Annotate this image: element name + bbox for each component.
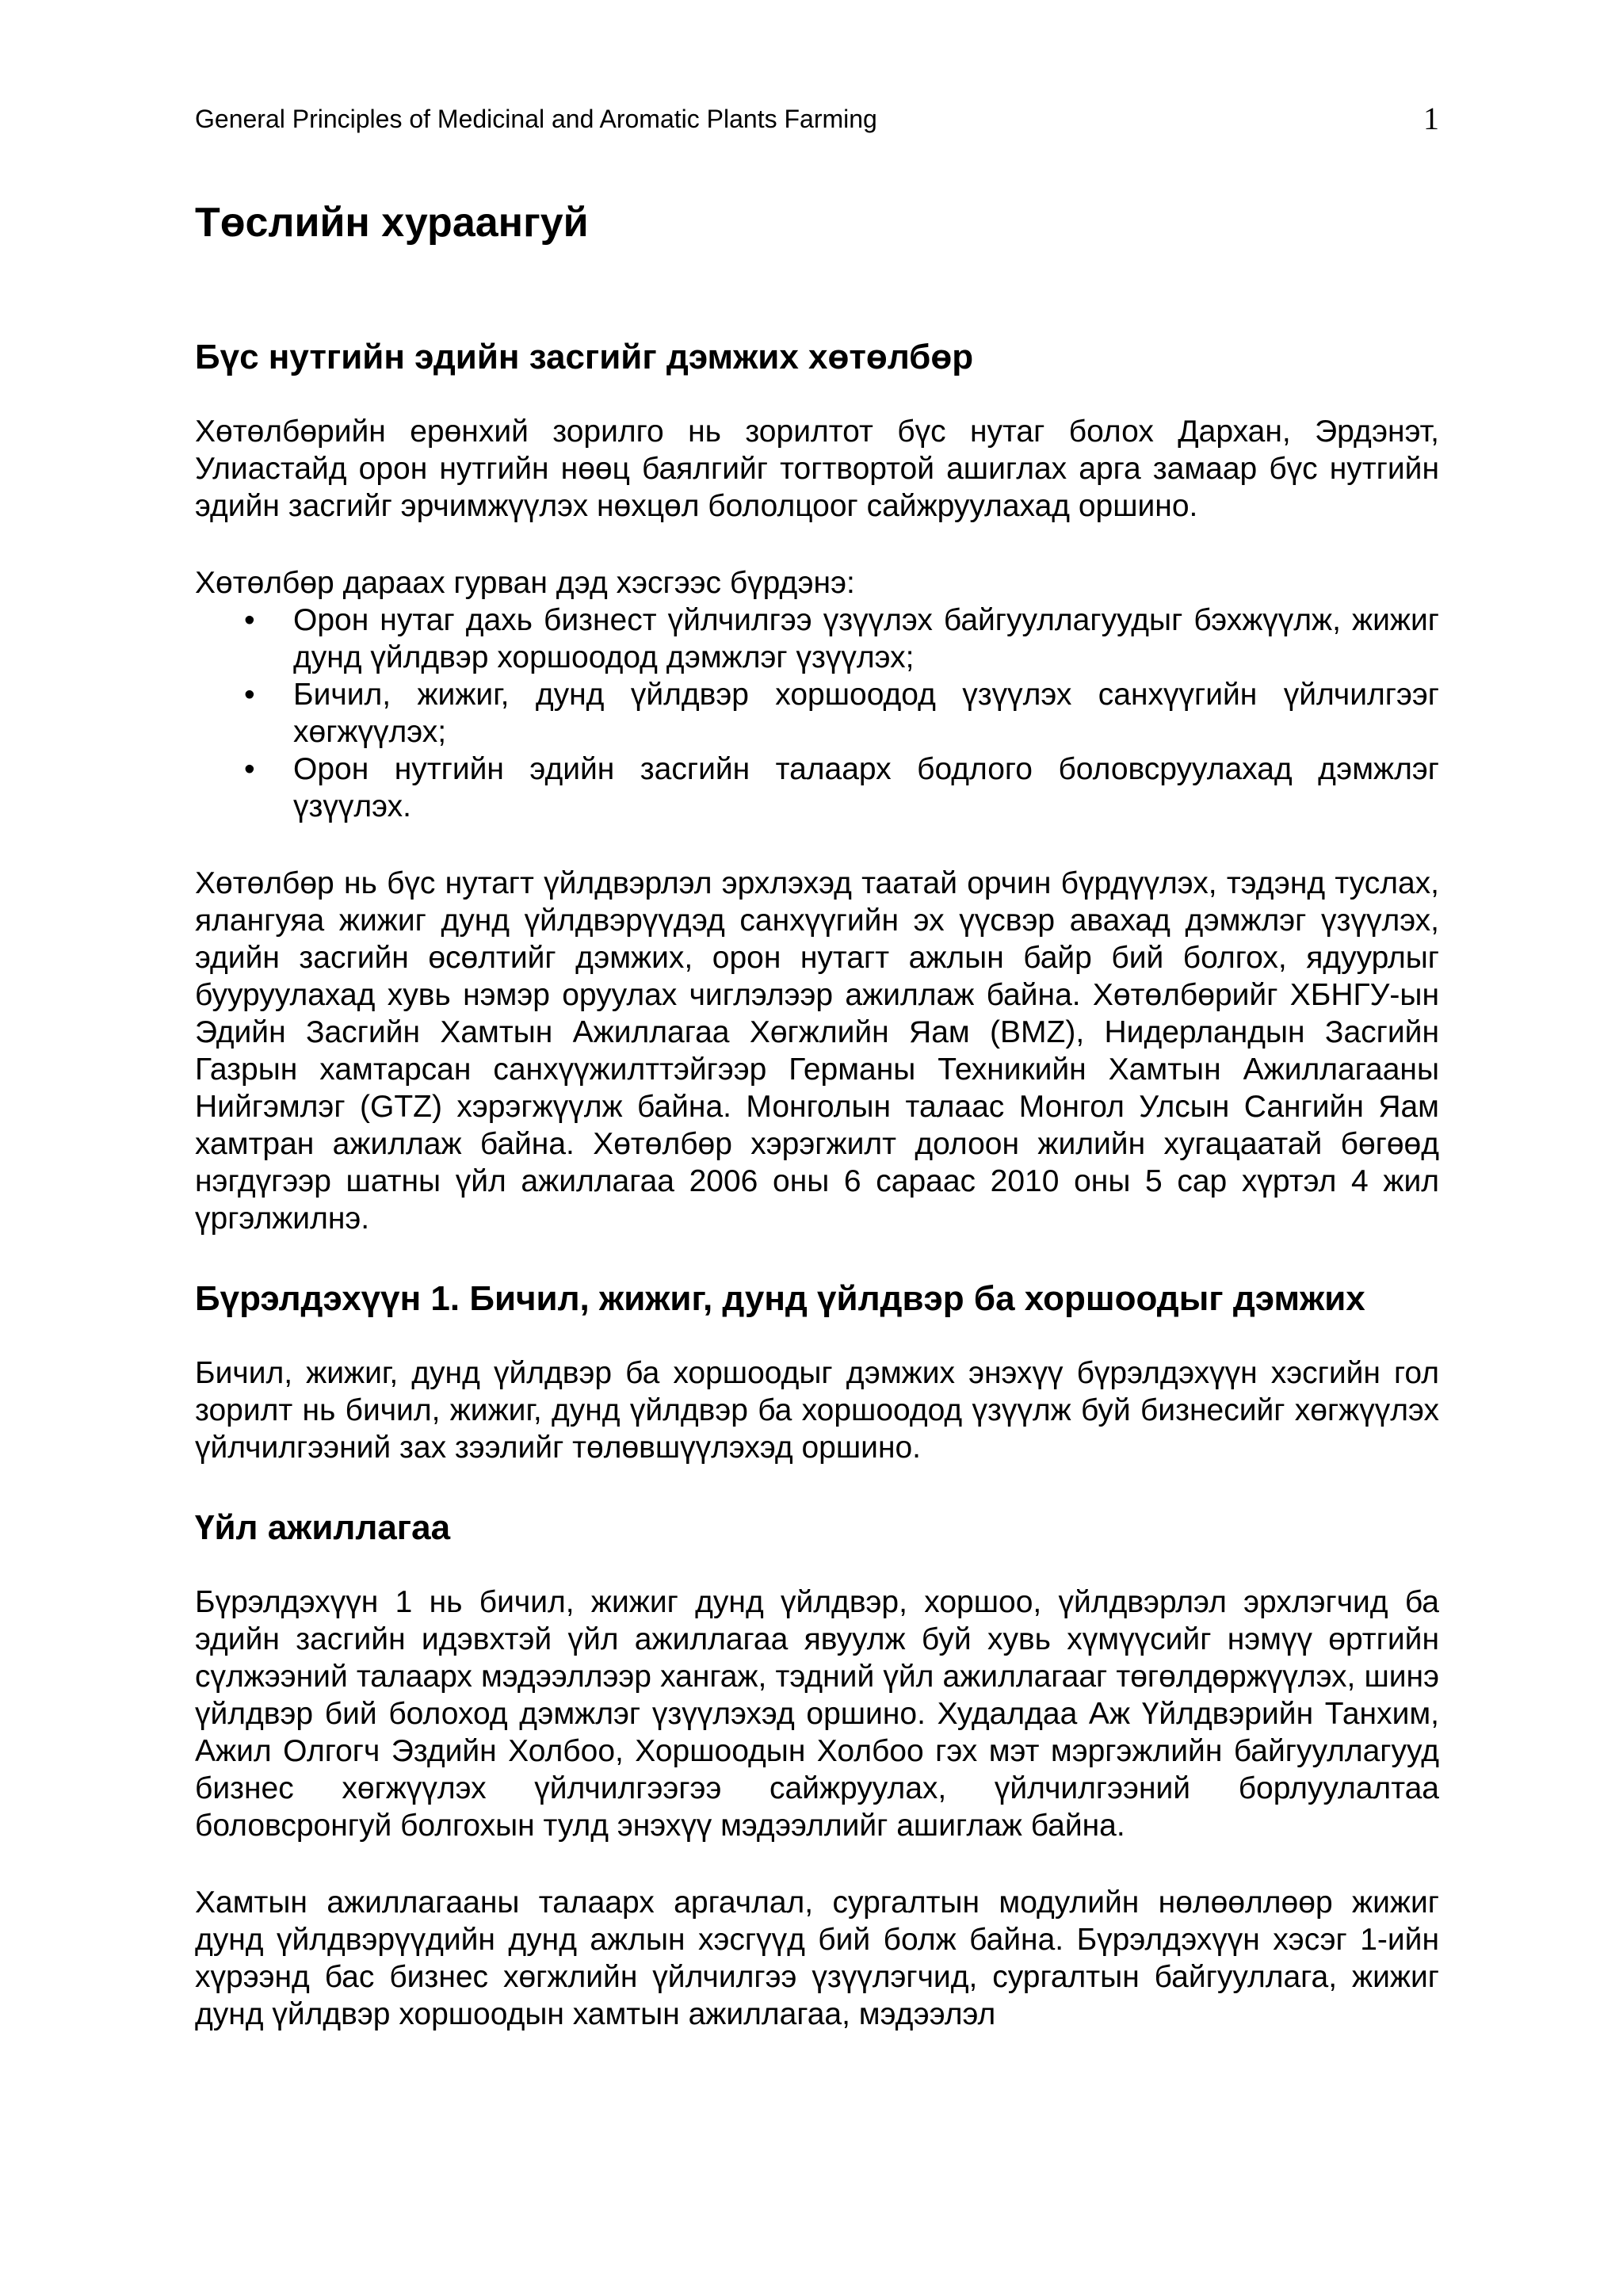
list-item-text: Бичил, жижиг, дунд үйлдвэр хоршоодод үзүүлэх санхүүгийн үйлчилгээг хөгжүүлэх;	[293, 678, 1439, 749]
header-title: General Principles of Medicinal and Aromatic Plants Farming	[195, 105, 877, 133]
component1-heading: Бүрэлдэхүүн 1. Бичил, жижиг, дунд үйлдвэр ба хоршоодыг дэмжих	[195, 1279, 1365, 1318]
list-item	[195, 602, 1439, 676]
page-title: Төслийн хураангуй	[195, 200, 589, 246]
list-item-text: Орон нутаг дахь бизнест үйлчилгээ үзүүлэх байгууллагуудыг бэхжүүлж, жижиг дунд үйлдвэр хоршоодод дэмжлэг үзүүлэх;	[293, 603, 1439, 674]
activities-heading: Үйл ажиллагаа	[195, 1508, 451, 1547]
activities-paragraph-1: Бүрэлдэхүүн 1 нь бичил, жижиг дунд үйлдвэр, хоршоо, үйлдвэрлэл эрхлэгчид ба эдийн засгийн идэвхтэй үйл ажиллагаа явуулж буй хувь хүмүүсийг нэмүү өртгийн сүлжээний талаарх мэдээллээр хангаж, тэдний үйл ажиллагааг төгөлдөржүүлэх, шинэ үйлдвэр бий болоход дэмжлэг үзүүлэхэд оршино. Худалдаа Аж Үйлдвэрийн Танхим, Ажил Олгогч Эздийн Холбоо, Хоршоодын Холбоо гэх мэт мэргэжлийн байгууллагууд бизнес хөгжүүлэх үйлчилгээгээ сайжруулах, үйлчилгээний борлуулалтаа боловсронгуй болгохын тулд энэхүү мэдээллийг ашиглаж байна.	[195, 1585, 1439, 1843]
components-list	[195, 602, 1439, 825]
component1-paragraph: Бичил, жижиг, дунд үйлдвэр ба хоршоодыг дэмжих энэхүү бүрэлдэхүүн хэсгийн гол зорилт нь бичил, жижиг, дунд үйлдвэр ба хоршоодод үзүүлж буй бизнесийг хөгжүүлэх үйлчилгээний зах зээлийг төлөвшүүлэхэд оршино.	[195, 1356, 1439, 1465]
document-body	[195, 195, 1439, 2073]
bullet-icon: •	[244, 752, 255, 786]
bullet-icon: •	[244, 678, 255, 712]
program-heading: Бүс нутгийн эдийн засгийг дэмжих хөтөлбөр	[195, 338, 974, 376]
list-item	[195, 676, 1439, 751]
running-header	[195, 101, 1439, 138]
list-item	[195, 751, 1439, 825]
program-support-paragraph: Хөтөлбөр нь бүс нутагт үйлдвэрлэл эрхлэхэд таатай орчин бүрдүүлэх, тэдэнд туслах, ялангуяа жижиг дунд үйлдвэрүүдэд санхүүгийн эх үүсвэр авахад дэмжлэг үзүүлэх, эдийн засгийн өсөлтийг дэмжих, орон нутагт ажлын байр бий болгох, ядуурлыг бууруулахад хувь нэмэр оруулах чиглэлээр ажиллаж байна. Хөтөлбөрийг ХБНГУ-ын Эдийн Засгийн Хамтын Ажиллагаа Хөгжлийн Яам (BMZ), Нидерландын Засгийн Газрын хамтарсан санхүүжилттэйгээр Германы Техникийн Хамтын Ажиллагааны Нийгэмлэг (GTZ) хэрэгжүүлж байна. Монголын талаас Монгол Улсын Сангийн Яам хамтран ажиллаж байна. Хөтөлбөр хэрэгжилт долоон жилийн хугацаатай бөгөөд нэгдүгээр шатны үйл ажиллагаа 2006 оны 6 сараас 2010 оны 5 сар хүртэл 4 жил үргэлжилнэ.	[195, 866, 1439, 1236]
list-item-text: Орон нутгийн эдийн засгийн талаарх бодлого боловсруулахад дэмжлэг үзүүлэх.	[293, 752, 1439, 823]
page-number: 1	[1423, 101, 1439, 136]
bullet-icon: •	[244, 603, 255, 637]
program-goal-paragraph: Хөтөлбөрийн ерөнхий зорилго нь зорилтот бүс нутаг болох Дархан, Эрдэнэт, Улиастайд орон нутгийн нөөц баялгийг тогтвортой ашиглах арга замаар бүс нутгийн эдийн засгийг эрчимжүүлэх нөхцөл бололцоог сайжруулахад оршино.	[195, 415, 1439, 523]
components-intro: Хөтөлбөр дараах гурван дэд хэсгээс бүрдэнэ:	[195, 566, 855, 600]
activities-paragraph-2: Хамтын ажиллагааны талаарх аргачлал, сургалтын модулийн нөлөөллөөр жижиг дунд үйлдвэрүүдийн дунд ажлын хэсгүүд бий болж байна. Бүрэлдэхүүн хэсэг 1-ийн хүрээнд бас бизнес хөгжлийн үйлчилгээ үзүүлэгчид, сургалтын байгууллага, жижиг дунд үйлдвэр хоршоодын хамтын ажиллагаа, мэдээлэл	[195, 1885, 1439, 2031]
